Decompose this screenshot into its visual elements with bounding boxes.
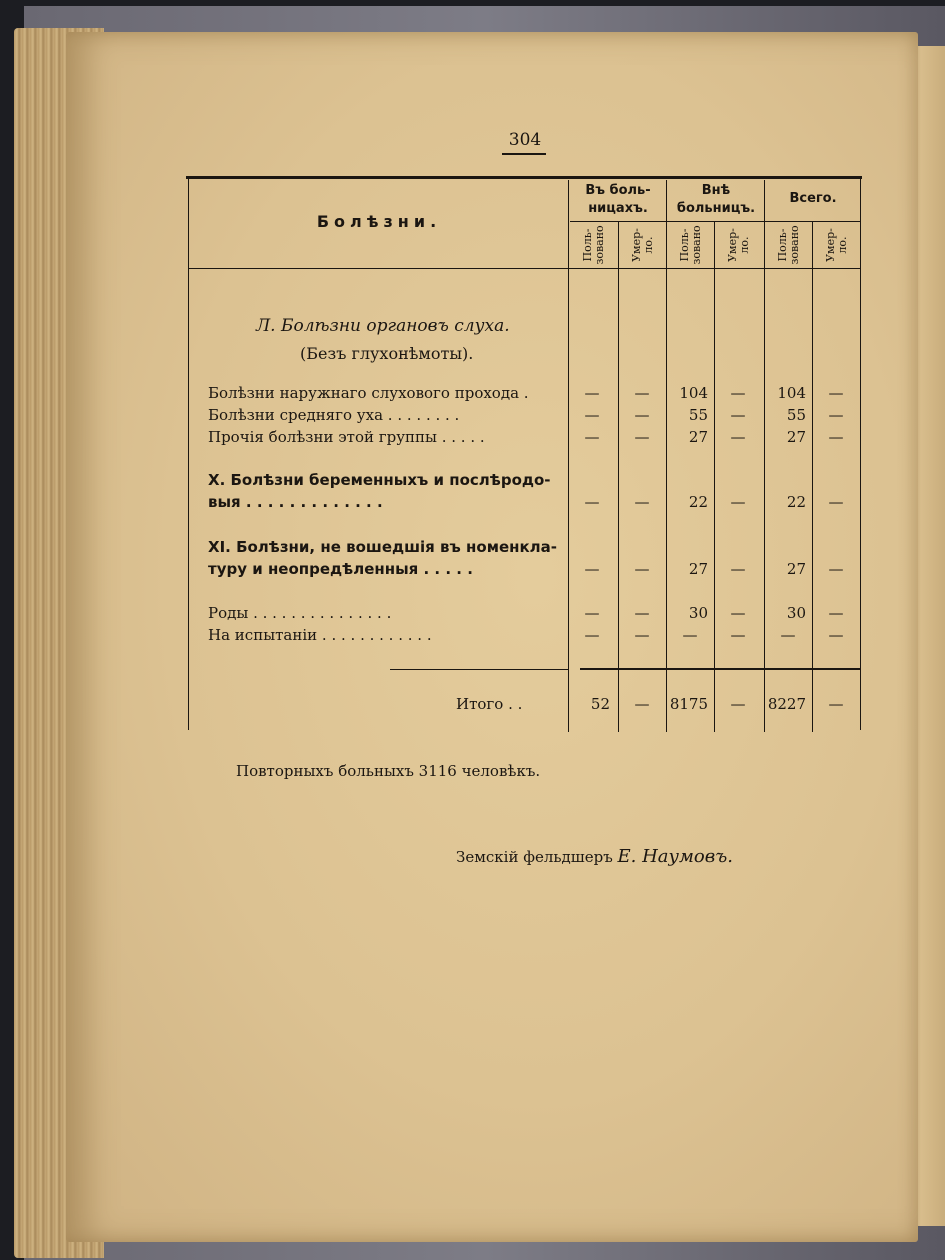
row-label: Прочія болѣзни этой группы . . . . . xyxy=(208,428,485,446)
table-divider xyxy=(714,222,715,732)
table-cell: — xyxy=(584,626,600,644)
total-cell: — xyxy=(634,695,650,713)
page-number: 304 xyxy=(508,130,542,150)
row-label: X. Болѣзни беременныхъ и послѣродо- xyxy=(208,471,551,489)
table-cell: — xyxy=(780,626,796,644)
table-cell: — xyxy=(584,406,600,424)
total-rule xyxy=(580,668,860,670)
table-cell: — xyxy=(584,604,600,622)
subheader-died: Умер- ло. xyxy=(824,228,849,262)
table-cell: — xyxy=(682,626,698,644)
subheader-died: Умер- ло. xyxy=(630,228,655,262)
table-cell: 55 xyxy=(786,406,806,424)
table-divider xyxy=(812,222,813,732)
table-divider xyxy=(618,222,619,732)
table-cell: — xyxy=(634,626,650,644)
table-cell: 104 xyxy=(679,384,708,402)
table-cell: — xyxy=(730,428,746,446)
table-cell: — xyxy=(584,428,600,446)
table-divider xyxy=(568,180,569,732)
table-cell: 27 xyxy=(688,428,708,446)
group-header-total: Всего. xyxy=(789,191,837,206)
table-cell: — xyxy=(730,384,746,402)
table-cell: 22 xyxy=(786,493,806,511)
row-label: Роды . . . . . . . . . . . . . . . xyxy=(208,604,392,622)
table-cell: 27 xyxy=(786,560,806,578)
signature xyxy=(456,846,733,867)
signature-name: Е. Наумовъ. xyxy=(617,846,733,867)
total-cell: — xyxy=(828,695,844,713)
subheader-used: Поль- зовано xyxy=(581,225,606,265)
table-cell: — xyxy=(828,406,844,424)
row-label: Болѣзни наружнаго слухового прохода . xyxy=(208,384,529,402)
table-top-rule xyxy=(186,176,862,179)
disease-column-header: Болѣзни. xyxy=(316,212,442,231)
group-header-outside: Внѣ больницъ. xyxy=(676,183,756,216)
row-label: На испытаніи . . . . . . . . . . . . xyxy=(208,626,432,644)
table-header-rule xyxy=(188,268,860,269)
table-cell: — xyxy=(828,428,844,446)
total-cell: 52 xyxy=(590,695,610,713)
subheader-used: Поль- зовано xyxy=(776,225,801,265)
table-cell: — xyxy=(634,560,650,578)
row-label: туру и неопредѣленныя . . . . . xyxy=(208,560,473,578)
table-cell: — xyxy=(828,604,844,622)
table-cell: — xyxy=(584,560,600,578)
table-cell: 30 xyxy=(688,604,708,622)
group-header-hospital: Въ боль- ницахъ. xyxy=(585,183,651,216)
table-cell: — xyxy=(634,428,650,446)
table-cell: — xyxy=(730,493,746,511)
table-cell: 55 xyxy=(688,406,708,424)
total-cell: 8227 xyxy=(767,695,806,713)
table-cell: — xyxy=(730,560,746,578)
row-label: Болѣзни средняго уха . . . . . . . . xyxy=(208,406,460,424)
table-cell: — xyxy=(584,493,600,511)
total-cell: — xyxy=(730,695,746,713)
table-cell: — xyxy=(634,384,650,402)
table-cell: — xyxy=(584,384,600,402)
table-divider xyxy=(666,180,667,732)
table-cell: 30 xyxy=(786,604,806,622)
table-cell: — xyxy=(634,604,650,622)
table-cell: 22 xyxy=(688,493,708,511)
page-number-rule xyxy=(502,153,546,155)
signature-prefix: Земскій фельдшеръ xyxy=(456,848,613,866)
table-cell: — xyxy=(634,493,650,511)
table-right-border xyxy=(860,178,861,730)
table-cell: 104 xyxy=(777,384,806,402)
table-cell: — xyxy=(828,626,844,644)
table-cell: — xyxy=(828,560,844,578)
table-cell: — xyxy=(828,493,844,511)
table-cell: 27 xyxy=(786,428,806,446)
table-divider xyxy=(764,180,765,732)
subheader-used: Поль- зовано xyxy=(678,225,703,265)
repeat-patients-note: Повторныхъ больныхъ 3116 человѣкъ. xyxy=(236,762,541,780)
total-label: Итого . . xyxy=(456,695,523,713)
table-cell: 27 xyxy=(688,560,708,578)
table-cell: — xyxy=(828,384,844,402)
total-cell: 8175 xyxy=(669,695,708,713)
row-label: XI. Болѣзни, не вошедшія въ номенкла- xyxy=(208,538,558,556)
row-label: выя . . . . . . . . . . . . . xyxy=(208,493,383,511)
table-cell: — xyxy=(730,626,746,644)
section-title: Л. Болѣзни органовъ слуха. xyxy=(256,316,510,336)
table-cell: — xyxy=(730,406,746,424)
table-cell: — xyxy=(730,604,746,622)
total-rule xyxy=(390,669,568,670)
subheader-died: Умер- ло. xyxy=(726,228,751,262)
section-subtitle: (Безъ глухонѣмоты). xyxy=(300,344,474,363)
table-left-border xyxy=(188,178,189,730)
table-cell: — xyxy=(634,406,650,424)
